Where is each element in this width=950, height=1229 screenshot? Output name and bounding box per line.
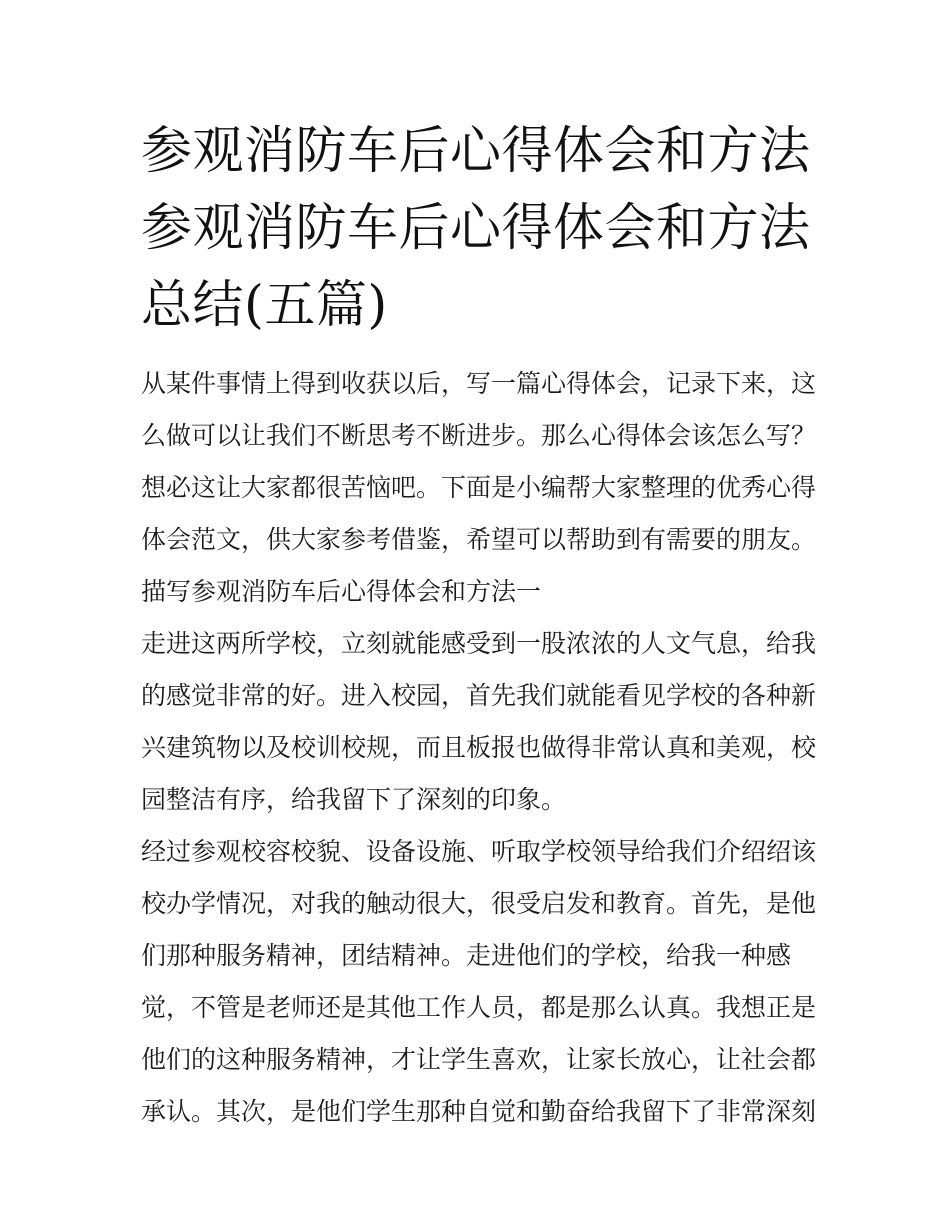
paragraph-line: 们那种服务精神，团结精神。走进他们的学校，给我一种感 <box>141 941 792 970</box>
intro-line: 体会范文，供大家参考借鉴，希望可以帮助到有需要的朋友。 <box>141 525 817 554</box>
intro-line: 从某件事情上得到收获以后，写一篇心得体会，记录下来，这 <box>141 369 817 398</box>
paragraph-line: 承认。其次，是他们学生那种自觉和勤奋给我留下了非常深刻 <box>141 1097 817 1126</box>
document-body <box>141 358 821 1138</box>
paragraph-line: 校办学情况，对我的触动很大，很受启发和教育。首先，是他 <box>141 889 817 918</box>
paragraph-line: 他们的这种服务精神，才让学生喜欢，让家长放心，让社会都 <box>141 1045 817 1074</box>
section-heading: 描写参观消防车后心得体会和方法一 <box>141 577 542 606</box>
intro-line: 想必这让大家都很苦恼吧。下面是小编帮大家整理的优秀心得 <box>141 473 817 502</box>
paragraph-line: 兴建筑物以及校训校规，而且板报也做得非常认真和美观，校 <box>141 733 817 762</box>
paragraph-line: 的感觉非常的好。进入校园，首先我们就能看见学校的各种新 <box>141 681 817 710</box>
paragraph-line: 经过参观校容校貌、设备设施、听取学校领导给我们介绍绍该 <box>141 837 817 866</box>
intro-line: 么做可以让我们不断思考不断进步。那么心得体会该怎么写？ <box>141 421 817 450</box>
title-line: 参观消防车后心得体会和方法 <box>141 199 811 258</box>
document-title <box>141 113 821 344</box>
paragraph-line: 走进这两所学校，立刻就能感受到一股浓浓的人文气息，给我 <box>141 629 817 658</box>
paragraph-line: 觉，不管是老师还是其他工作人员，都是那么认真。我想正是 <box>141 993 817 1022</box>
paragraph-line: 园整洁有序，给我留下了深刻的印象。 <box>141 785 567 814</box>
title-line: 参观消防车后心得体会和方法 <box>141 122 811 181</box>
title-line: 总结(五篇) <box>141 276 388 335</box>
